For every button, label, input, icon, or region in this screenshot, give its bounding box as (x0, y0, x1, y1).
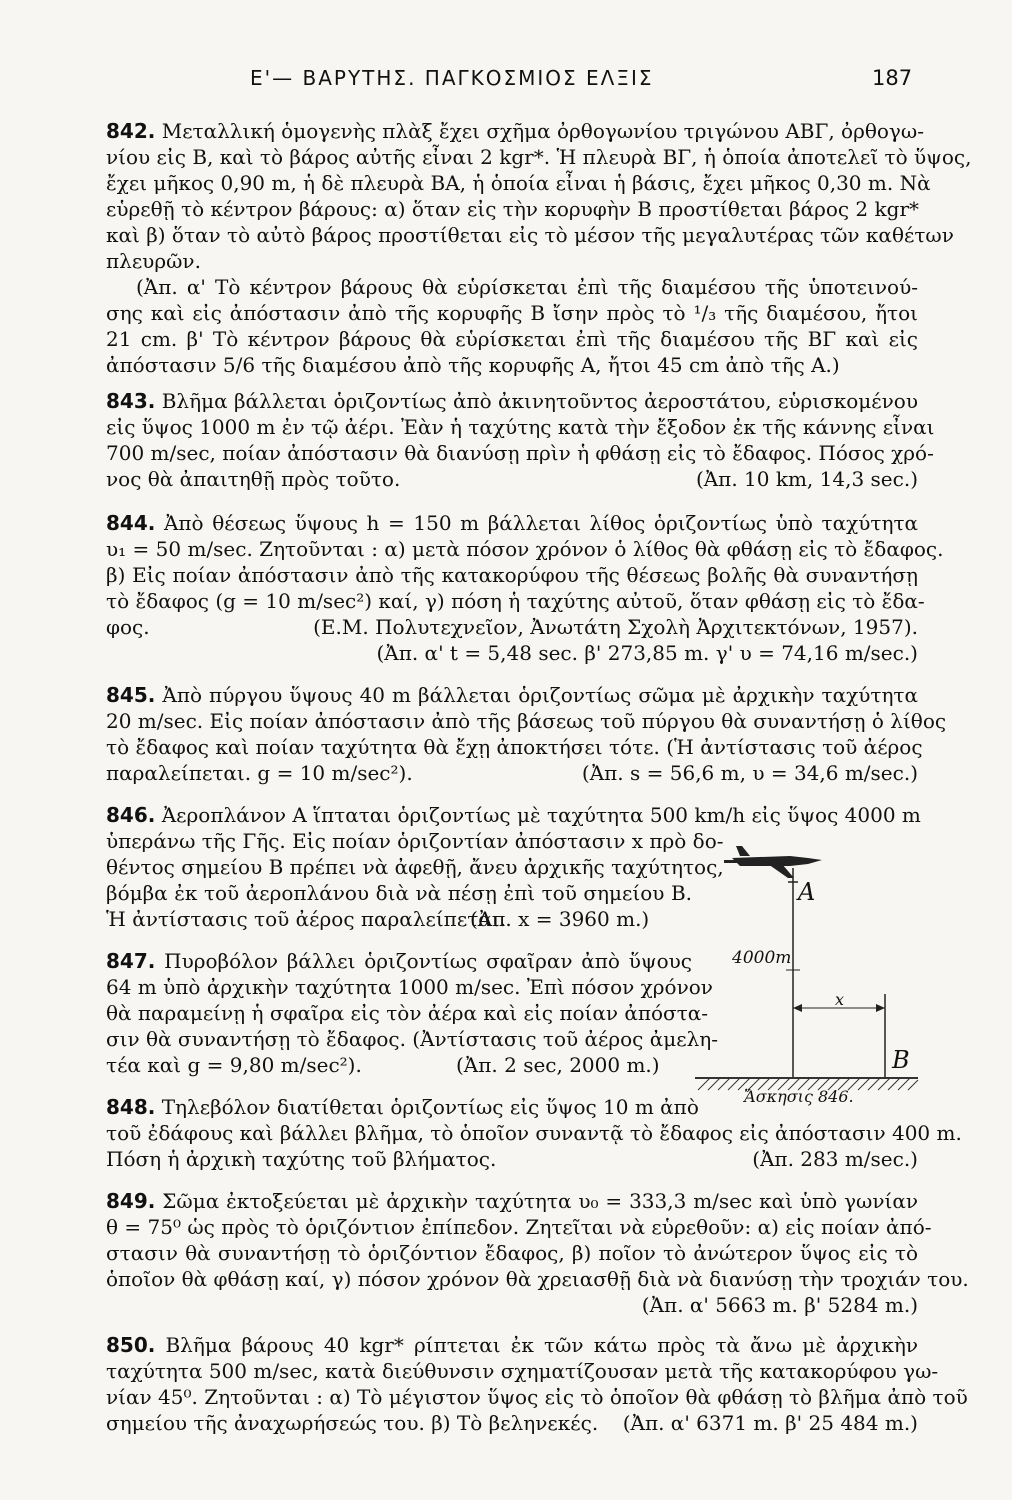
text-line: νίου εἰς Β, καὶ τὸ βάρος αὐτῆς εἶναι 2 kgr*. Ἡ πλευρὰ ΒΓ, ἡ ὁποία ἀποτελεῖ τὸ ὕψος, (106, 145, 972, 169)
text-span: Ἀπὸ πύργου ὕψους 40 m βάλλεται ὁριζοντίως σῶμα μὲ ἀρχικὴν ταχύτητα (162, 683, 918, 707)
text-line: εἰς ὕψος 1000 m ἐν τῷ ἀέρι. Ἐὰν ἡ ταχύτης κατὰ τὴν ἔξοδον ἐκ τῆς κάννης εἶναι (106, 415, 935, 439)
text-span: Βλῆμα βάρους 40 kgr* ρίπτεται ἐκ τῶν κάτω πρὸς τὰ ἄνω μὲ ἀρχικὴν (165, 1333, 918, 1357)
text-line: θ = 75⁰ ὡς πρὸς τὸ ὁριζόντιον ἐπίπεδον. Ζητεῖται νὰ εὑρεθοῦν: α) εἰς ποίαν ἀπό- (106, 1215, 932, 1239)
label-a: A (798, 878, 816, 906)
text-line: φος. (106, 615, 150, 639)
answer: (Ἀπ. x = 3960 m.) (470, 907, 650, 931)
text-span: Βλῆμα βάλλεται ὁριζοντίως ἀπὸ ἀκινητοῦντος ἀεροστάτου, εὑρισκομένου (161, 389, 919, 413)
answer-line: 21 cm. β' Τὸ κέντρον βάρους θὰ εὑρίσκεται ἐπὶ τῆς διαμέσου τῆς ΒΓ καὶ εἰς (106, 327, 918, 351)
label-height: 4000m (732, 948, 792, 968)
text-line: τὸ ἔδαφος καὶ ποίαν ταχύτητα θὰ ἔχῃ ἀποκτήσει τότε. (Ἡ ἀντίστασις τοῦ ἀέρος (106, 735, 923, 759)
text-line: τοῦ ἐδάφους καὶ βάλλει βλῆμα, τὸ ὁποῖον συναντᾷ τὸ ἔδαφος εἰς ἀπόστασιν 400 m. (106, 1121, 962, 1145)
text-line: σημείου τῆς ἀναχωρήσεώς του. β) Τὸ βεληνεκές. (106, 1411, 599, 1435)
answer: (Ἀπ. α' 6371 m. β' 25 484 m.) (622, 1411, 918, 1435)
text-line: νος θὰ ἀπαιτηθῇ πρὸς τοῦτο. (106, 467, 401, 491)
problem-number: 843. (106, 389, 156, 413)
answer: (Ἀπ. α' 5663 m. β' 5284 m.) (641, 1293, 918, 1317)
problem-number: 850. (106, 1333, 156, 1357)
problem-number: 847. (106, 949, 156, 973)
text-line: 700 m/sec, ποίαν ἀπόστασιν θὰ διανύσῃ πρὶν ἡ φθάσῃ εἰς τὸ ἔδαφος. Πόσος χρό- (106, 441, 934, 465)
text-line (106, 1188, 918, 1214)
text-line: Πόση ἡ ἀρχικὴ ταχύτης τοῦ βλήματος. (106, 1147, 497, 1171)
text-line (106, 118, 924, 144)
figure-846 (690, 838, 920, 1103)
answer-line: σης καὶ εἰς ἀπόστασιν ἀπὸ τῆς κορυφῆς Β ἴσην πρὸς τὸ ¹/₃ τῆς διαμέσου, ἤτοι (106, 301, 918, 325)
text-line (106, 388, 918, 414)
text-line: τὸ ἔδαφος (g = 10 m/sec²) καί, γ) πόση ἡ ταχύτης αὐτοῦ, ὅταν φθάσῃ εἰς τὸ ἔδα- (106, 589, 925, 613)
arrow-right-icon (876, 1004, 885, 1012)
text-line: Ἡ ἀντίστασις τοῦ ἀέρος παραλείπεται. (106, 907, 506, 931)
text-line: στασιν θὰ συναντήσῃ τὸ ὁριζόντιον ἔδαφος, β) ποῖον τὸ ἀνώτερον ὕψος εἰς τὸ (106, 1241, 918, 1265)
text-line (106, 682, 918, 708)
text-line: β) Εἰς ποίαν ἀπόστασιν ἀπὸ τῆς κατακορύφου τῆς θέσεως βολῆς θὰ συναντήσῃ (106, 563, 918, 587)
text-line (106, 948, 692, 974)
problem-number: 845. (106, 683, 156, 707)
answer-line: ἀπόστασιν 5/6 τῆς διαμέσου ἀπὸ τῆς κορυφῆς Α, ἤτοι 45 cm ἀπὸ τῆς Α.) (106, 353, 840, 377)
page-header (0, 66, 1012, 96)
text-line: σιν θὰ συναντήσῃ τὸ ἔδαφος. (Ἀντίστασις τοῦ ἀέρος ἀμελη- (106, 1027, 719, 1051)
text-line: 20 m/sec. Εἰς ποίαν ἀπόστασιν ἀπὸ τῆς βάσεως τοῦ πύργου θὰ συναντήσῃ ὁ λίθος (106, 709, 947, 733)
text-line: καὶ β) ὅταν τὸ αὐτὸ βάρος προστίθεται εἰς τὸ μέσον τῆς μεγαλυτέρας τῶν καθέτων (106, 223, 954, 247)
text-span: Ἀεροπλάνον Α ἵπταται ὁριζοντίως μὲ ταχύτητα 500 km/h εἰς ὕψος 4000 m (161, 803, 921, 827)
text-line: υ₁ = 50 m/sec. Ζητοῦνται : α) μετὰ πόσον χρόνον ὁ λίθος θὰ φθάσῃ εἰς τὸ ἔδαφος. (106, 537, 944, 561)
text-line: 64 m ὑπὸ ἀρχικὴν ταχύτητα 1000 m/sec. Ἐπὶ πόσον χρόνον (106, 975, 713, 999)
text-line: ὁποῖον θὰ φθάσῃ καί, γ) πόσον χρόνον θὰ χρειασθῇ διὰ νὰ διανύσῃ τὴν τροχιάν του. (106, 1267, 969, 1291)
text-span: Ἀπὸ θέσεως ὕψους h = 150 m βάλλεται λίθος ὁριζοντίως ὑπὸ ταχύτητα (163, 511, 919, 535)
text-line: παραλείπεται. g = 10 m/sec²). (106, 761, 413, 785)
airplane-icon (724, 846, 822, 878)
answer: (Ἀπ. 283 m/sec.) (752, 1147, 918, 1171)
text-line (106, 802, 921, 828)
text-line: νίαν 45⁰. Ζητοῦνται : α) Τὸ μέγιστον ὕψος εἰς τὸ ὁποῖον θὰ φθάσῃ τὸ βλῆμα ἀπὸ τοῦ (106, 1385, 968, 1409)
text-line: ἔχει μῆκος 0,90 m, ἡ δὲ πλευρὰ ΒΑ, ἡ ὁποία εἶναι ἡ βάσις, ἔχει μῆκος 0,30 m. Νὰ (106, 171, 931, 195)
text-line: θὰ παραμείνῃ ἡ σφαῖρα εἰς τὸν ἀέρα καὶ εἰς ποίαν ἀπόστα- (106, 1001, 709, 1025)
text-line: πλευρῶν. (106, 249, 201, 273)
label-x: x (835, 990, 845, 1009)
answer: (Ἀπ. 2 sec, 2000 m.) (456, 1053, 660, 1077)
page-number: 187 (872, 66, 913, 90)
problem-number: 846. (106, 803, 156, 827)
text-span: Σῶμα ἐκτοξεύεται μὲ ἀρχικὴν ταχύτητα υ₀ = 333,3 m/sec καὶ ὑπὸ γωνίαν (162, 1189, 918, 1213)
problem-number: 844. (106, 511, 156, 535)
text-span: Πυροβόλον βάλλει ὁριζοντίως σφαῖραν ἀπὸ ὕψους (164, 949, 692, 973)
text-line (106, 1332, 918, 1358)
text-span: Τηλεβόλον διατίθεται ὁριζοντίως εἰς ὕψος 10 m ἀπὸ (161, 1095, 699, 1119)
arrow-left-icon (793, 1004, 802, 1012)
answer-line: (Ἀπ. α' Τὸ κέντρον βάρους θὰ εὑρίσκεται ἐπὶ τῆς διαμέσου τῆς ὑποτεινού- (136, 275, 918, 299)
text-line: βόμβα ἐκ τοῦ ἀεροπλάνου διὰ νὰ πέσῃ ἐπὶ τοῦ σημείου Β. (106, 881, 692, 905)
problem-number: 842. (106, 119, 156, 143)
text-span: Μεταλλική ὁμογενὴς πλὰξ ἔχει σχῆμα ὀρθογωνίου τριγώνου ΑΒΓ, ὀρθογω- (161, 119, 924, 143)
figure-caption: Ἄσκησις 846. (744, 1087, 854, 1106)
problem-number: 849. (106, 1189, 156, 1213)
text-line (106, 510, 918, 536)
answer: (Ἀπ. 10 km, 14,3 sec.) (695, 467, 918, 491)
text-line: θέντος σημείου Β πρέπει νὰ ἀφεθῇ, ἄνευ ἀρχικῆς ταχύτητος, (106, 855, 724, 879)
answer: (Ἀπ. α' t = 5,48 sec. β' 273,85 m. γ' υ = 74,16 m/sec.) (376, 641, 918, 665)
running-title: Ε'— ΒΑΡΥΤΗΣ. ΠΑΓΚΟΣΜΙΟΣ ΕΛΞΙΣ (250, 66, 654, 90)
text-line (106, 1094, 699, 1120)
text-line: εὑρεθῇ τὸ κέντρον βάρους: α) ὅταν εἰς τὴν κορυφὴν Β προστίθεται βάρος 2 kgr* (106, 197, 919, 221)
text-line: ταχύτητα 500 m/sec, κατὰ διεύθυνσιν σχηματίζουσαν μετὰ τῆς κατακορύφου γω- (106, 1359, 939, 1383)
label-b: B (892, 1046, 910, 1074)
text-line: τέα καὶ g = 9,80 m/sec²). (106, 1053, 362, 1077)
source-note: (Ε.Μ. Πολυτεχνεῖον, Ἀνωτάτη Σχολὴ Ἀρχιτεκτόνων, 1957). (313, 615, 918, 639)
answer: (Ἀπ. s = 56,6 m, υ = 34,6 m/sec.) (581, 761, 918, 785)
problem-number: 848. (106, 1095, 156, 1119)
text-line: ὑπεράνω τῆς Γῆς. Εἰς ποίαν ὁριζοντίαν ἀπόστασιν x πρὸ δο- (106, 829, 724, 853)
